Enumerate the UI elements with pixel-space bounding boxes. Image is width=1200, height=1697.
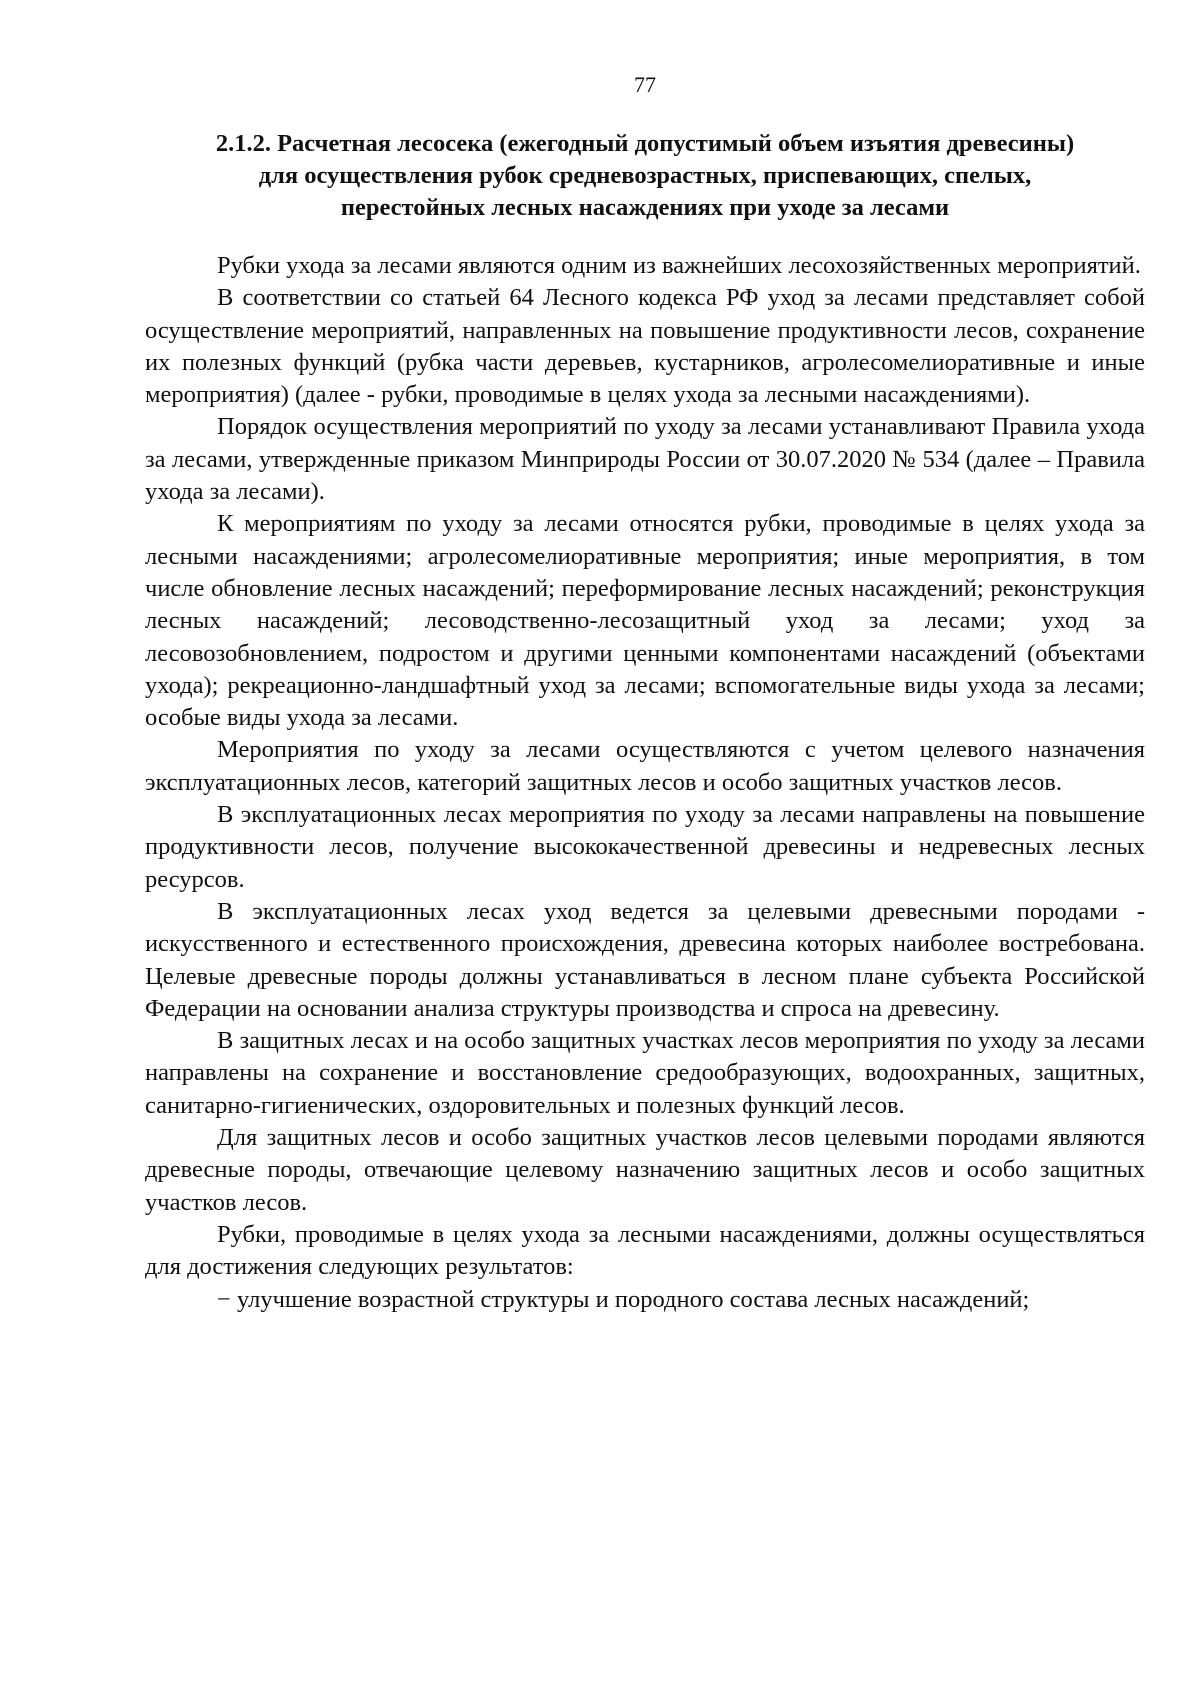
paragraph: Рубки, проводимые в целях ухода за лесными насаждениями, должны осуществляться для достижения следующих результатов:	[145, 1220, 1145, 1281]
paragraph: В эксплуатационных лесах уход ведется за целевыми древесными породами - искусственного и естественного происхождения, древесина которых наиболее востребована. Целевые древесные породы должны устанавливаться в лесном плане субъекта Российской Федерации на основании анализа структуры производства и спроса на древесину.	[145, 897, 1145, 1022]
paragraph: К мероприятиям по уходу за лесами относятся рубки, проводимые в целях ухода за лесными насаждениями; агролесомелиоративные мероприятия; иные мероприятия, в том числе обновление лесных насаждений; переформирование лесных насаждений; реконструкция лесных насаждений; лесоводственно-лесозащитный уход за лесами; уход за лесовозобновлением, подростом и другими ценными компонентами насаждений (объектами ухода); рекреационно-ландшафтный уход за лесами; вспомогательные виды ухода за лесами; особые виды ухода за лесами.	[145, 510, 1145, 732]
paragraph: Для защитных лесов и особо защитных участков лесов целевыми породами являются древесные породы, отвечающие целевому назначению защитных лесов и особо защитных участков лесов.	[145, 1124, 1145, 1216]
paragraph: Порядок осуществления мероприятий по уходу за лесами устанавливают Правила ухода за лесами, утвержденные приказом Минприроды России от 30.07.2020 № 534 (далее – Правила ухода за лесами).	[145, 413, 1145, 506]
list-item: − улучшение возрастной структуры и породного состава лесных насаждений;	[217, 1285, 1030, 1313]
paragraph: В эксплуатационных лесах мероприятия по уходу за лесами направлены на повышение продуктивности лесов, получение высококачественной древесины и недревесных лесных ресурсов.	[145, 801, 1145, 893]
paragraph: Мероприятия по уходу за лесами осуществляются с учетом целевого назначения эксплуатационных лесов, категорий защитных лесов и особо защитных участков лесов.	[145, 736, 1145, 796]
paragraph: В соответствии со статьей 64 Лесного кодекса РФ уход за лесами представляет собой осуществление мероприятий, направленных на повышение продуктивности лесов, сохранение их полезных функций (рубка части деревьев, кустарников, агролесомелиоративные и иные мероприятия) (далее - рубки, проводимые в целях ухода за лесными насаждениями).	[145, 284, 1145, 409]
page-number: 77	[634, 72, 656, 97]
paragraph: Рубки ухода за лесами являются одним из важнейших лесохозяйственных мероприятий.	[217, 252, 1141, 279]
section-heading	[145, 128, 1145, 224]
heading-line-2: для осуществления рубок средневозрастных, приспевающих, спелых,	[258, 162, 1032, 189]
heading-line-1: 2.1.2. Расчетная лесосека (ежегодный допустимый объем изъятия древесины)	[215, 130, 1075, 157]
paragraph: В защитных лесах и на особо защитных участках лесов мероприятия по уходу за лесами направлены на сохранение и восстановление средообразующих, водоохранных, защитных, санитарно-гигиенических, оздоровительных и полезных функций лесов.	[145, 1027, 1145, 1119]
body-text	[145, 250, 1145, 1316]
heading-line-3: перестойных лесных насаждениях при уходе за лесами	[340, 194, 950, 221]
document-page	[145, 70, 1145, 1316]
